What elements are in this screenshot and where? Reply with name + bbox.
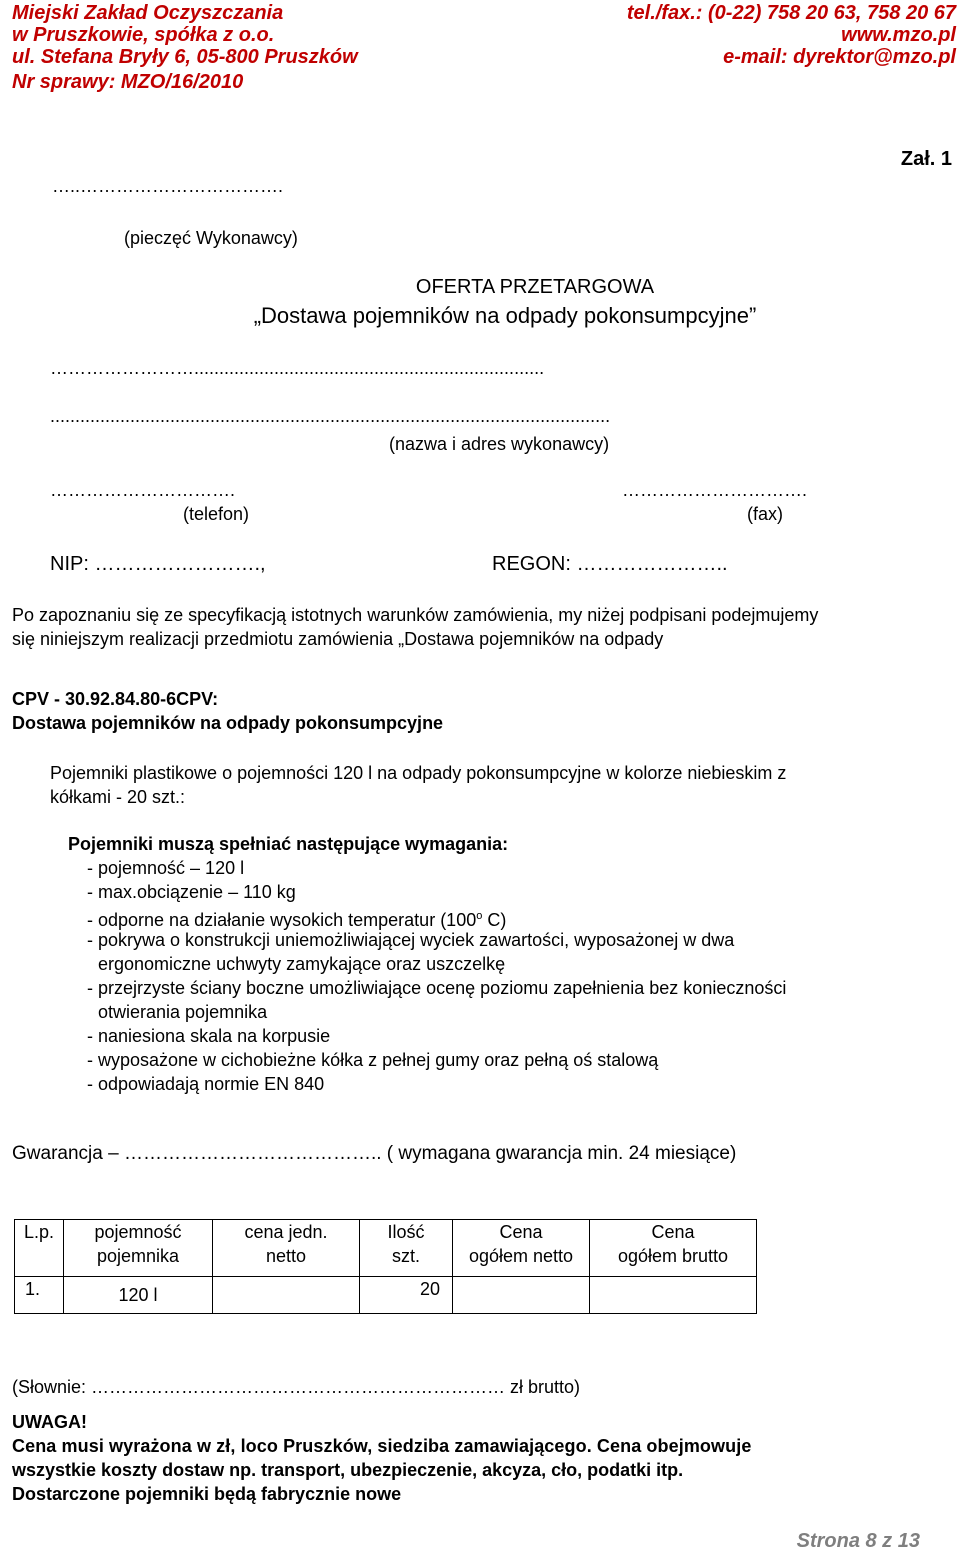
cell-net-total[interactable] bbox=[453, 1277, 590, 1314]
nip-field: NIP: ……………………., bbox=[50, 553, 266, 575]
intro-line-1: Po zapoznaniu się ze specyfikacją istotnych warunków zamówienia, my niżej podpisani podejmujemy bbox=[12, 605, 819, 625]
annex-label: Zał. 1 bbox=[900, 148, 952, 170]
regon-field: REGON: ………………….. bbox=[492, 553, 728, 575]
header-capacity: pojemność pojemnika bbox=[64, 1220, 213, 1277]
phone-dots: …………………………. bbox=[50, 480, 236, 500]
header-unit-price: cena jedn. netto bbox=[213, 1220, 360, 1277]
header-qty: Ilość szt. bbox=[360, 1220, 453, 1277]
company-location: w Pruszkowie, spółka z o.o. bbox=[12, 24, 275, 46]
company-www-link[interactable]: www.mzo.pl bbox=[841, 24, 956, 46]
requirement-item: - przejrzyste ściany boczne umożliwiające ocenę poziomu zapełnienia bez konieczności bbox=[87, 978, 787, 998]
header-gross-total: Cena ogółem brutto bbox=[590, 1220, 757, 1277]
case-number: Nr sprawy: MZO/16/2010 bbox=[12, 71, 244, 93]
requirement-item: - odpowiadają normie EN 840 bbox=[87, 1074, 325, 1094]
header-lp: L.p. bbox=[15, 1220, 64, 1277]
offer-subtitle: „Dostawa pojemników na odpady pokonsumpcyjne” bbox=[253, 303, 757, 328]
requirement-item: - naniesiona skala na korpusie bbox=[87, 1026, 331, 1046]
company-email-link[interactable]: e-mail: dyrektor@mzo.pl bbox=[723, 46, 956, 68]
offer-title: OFERTA PRZETARGOWA bbox=[415, 276, 655, 298]
table-header-row bbox=[15, 1220, 757, 1277]
company-phone: tel./fax.: (0-22) 758 20 63, 758 20 67 bbox=[626, 2, 956, 24]
cell-unit-price[interactable] bbox=[213, 1277, 360, 1314]
requirement-item: - wyposażone w cichobieżne kółka z pełnej gumy oraz pełną oś stalową bbox=[87, 1050, 659, 1070]
warranty-line: Gwarancja – ………………………………….. ( wymagana gwarancja min. 24 miesiące) bbox=[12, 1143, 737, 1164]
stamp-dots: …..……………………………. bbox=[52, 176, 284, 196]
product-line-1: Pojemniki plastikowe o pojemności 120 l na odpady pokonsumpcyjne w kolorze niebieskim z bbox=[50, 763, 787, 783]
table-row bbox=[15, 1277, 757, 1314]
intro-line-2: się niniejszym realizacji przedmiotu zamówienia „Dostawa pojemników na odpady bbox=[12, 629, 664, 649]
requirement-temp-text: - odporne na działanie wysokich temperatur (100 bbox=[87, 910, 477, 930]
company-address: ul. Stefana Bryły 6, 05-800 Pruszków bbox=[12, 46, 358, 68]
price-table bbox=[14, 1219, 757, 1314]
requirement-temp-unit: C) bbox=[482, 910, 507, 930]
company-name: Miejski Zakład Oczyszczania bbox=[12, 2, 284, 24]
page-number: Strona 8 z 13 bbox=[796, 1530, 920, 1552]
notice-line-3: Dostarczone pojemniki będą fabrycznie nowe bbox=[12, 1484, 402, 1504]
cell-qty: 20 bbox=[360, 1277, 453, 1314]
notice-line-2: wszystkie koszty dostaw np. transport, ubezpieczenie, akcyza, cło, podatki itp. bbox=[12, 1460, 684, 1480]
cell-lp: 1. bbox=[15, 1277, 64, 1314]
notice-heading: UWAGA! bbox=[12, 1412, 87, 1432]
requirement-item: - max.obciązenie – 110 kg bbox=[87, 882, 296, 902]
requirement-item: - pojemność – 120 l bbox=[87, 858, 245, 878]
requirement-item: ergonomiczne uchwyty zamykające oraz uszczelkę bbox=[98, 954, 506, 974]
cell-gross-total[interactable] bbox=[590, 1277, 757, 1314]
requirement-item: - pokrywa o konstrukcji uniemożliwiającej wyciek zawartości, wyposażonej w dwa bbox=[87, 930, 735, 950]
degree-sup: o bbox=[476, 910, 483, 922]
amount-in-words: (Słownie: …………………………………………………………… zł brutto) bbox=[12, 1377, 581, 1397]
contractor-dots-1: ……………………...................................................................... bbox=[50, 358, 545, 378]
fax-dots: …………………………. bbox=[622, 480, 808, 500]
fax-label: (fax) bbox=[747, 504, 783, 524]
product-line-2: kółkami - 20 szt.: bbox=[50, 787, 186, 807]
phone-label: (telefon) bbox=[183, 504, 250, 524]
cell-capacity: 120 l bbox=[64, 1277, 213, 1314]
contractor-dots-2: ................................................................................................................ bbox=[50, 406, 611, 426]
requirement-item: otwierania pojemnika bbox=[98, 1002, 268, 1022]
stamp-label: (pieczęć Wykonawcy) bbox=[124, 228, 298, 248]
cpv-code: CPV - 30.92.84.80-6CPV: bbox=[12, 689, 219, 709]
contractor-label: (nazwa i adres wykonawcy) bbox=[389, 434, 610, 454]
notice-line-1: Cena musi wyrażona w zł, loco Pruszków, siedziba zamawiającego. Cena obejmowuje bbox=[12, 1436, 752, 1456]
cpv-name: Dostawa pojemników na odpady pokonsumpcyjne bbox=[12, 713, 444, 733]
header-net-total: Cena ogółem netto bbox=[453, 1220, 590, 1277]
requirements-heading: Pojemniki muszą spełniać następujące wymagania: bbox=[68, 834, 509, 854]
